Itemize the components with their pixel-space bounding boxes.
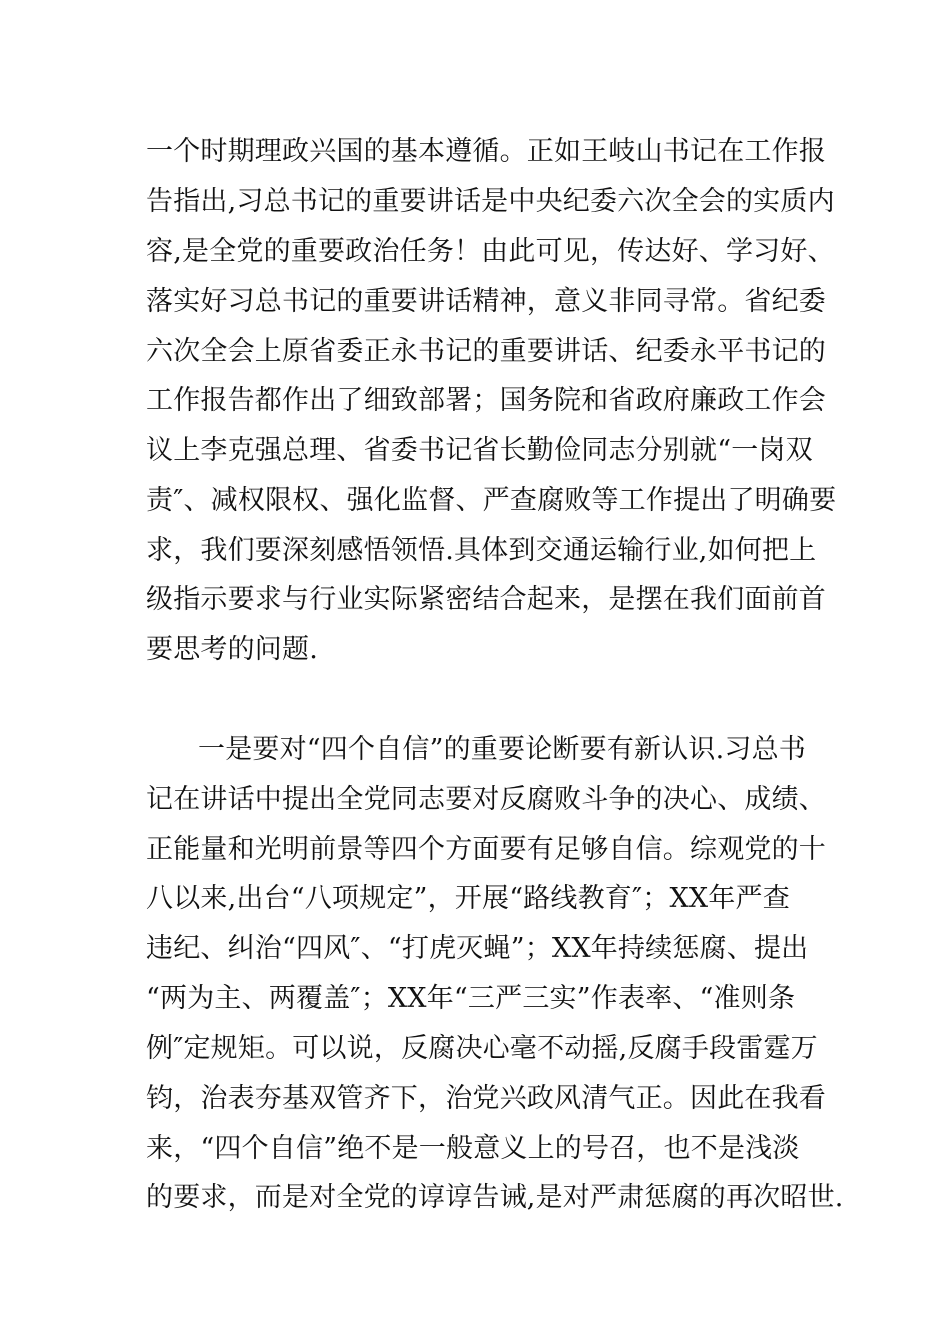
text-line: 求，我们要深刻感悟领悟.具体到交通运输行业,如何把上 bbox=[146, 535, 817, 566]
text-line: 正能量和光明前景等四个方面要有足够自信。综观党的十 bbox=[146, 834, 826, 865]
text-line: 一个时期理政兴国的基本遵循。正如王岐山书记在工作报 bbox=[146, 136, 826, 167]
text-line: 六次全会上原省委正永书记的重要讲话、纪委永平书记的 bbox=[146, 336, 826, 367]
text-line: 容,是全党的重要政治任务！由此可见，传达好、学习好、 bbox=[146, 236, 835, 267]
text-line: 一是要对“四个自信”的重要论断要有新认识.习总书 bbox=[198, 734, 806, 765]
text-line: 落实好习总书记的重要讲话精神，意义非同寻常。省纪委 bbox=[146, 286, 826, 317]
text-line: 议上李克强总理、省委书记省长勤俭同志分别就“一岗双 bbox=[146, 435, 813, 466]
text-line: 八以来,出台“八项规定”，开展“路线教育″；XX年严查 bbox=[146, 883, 790, 914]
text-line: 的要求，而是对全党的谆谆告诫,是对严肃惩腐的再次昭世. bbox=[146, 1182, 844, 1213]
text-line: 记在讲话中提出全党同志要对反腐败斗争的决心、成绩、 bbox=[146, 784, 826, 815]
text-line: 告指出,习总书记的重要讲话是中央纪委六次全会的实质内 bbox=[146, 186, 835, 217]
text-line: 例″定规矩。可以说，反腐决心毫不动摇,反腐手段雷霆万 bbox=[146, 1033, 818, 1064]
text-line: 违纪、纠治“四风″、“打虎灭蝇”；XX年持续惩腐、提出 bbox=[146, 933, 809, 964]
text-line: “两为主、两覆盖″；XX年“三严三实”作表率、“准则条 bbox=[146, 983, 796, 1014]
text-line: 钧，治表夯基双管齐下，治党兴政风清气正。因此在我看 bbox=[146, 1083, 826, 1114]
text-line: 级指示要求与行业实际紧密结合起来，是摆在我们面前首 bbox=[146, 584, 826, 615]
text-line: 来，“四个自信”绝不是一般意义上的号召，也不是浅淡 bbox=[146, 1133, 800, 1164]
text-line: 要思考的问题. bbox=[146, 634, 318, 665]
text-line: 责″、减权限权、强化监督、严查腐败等工作提出了明确要 bbox=[146, 485, 837, 516]
text-line: 工作报告都作出了细致部署；国务院和省政府廉政工作会 bbox=[146, 385, 826, 416]
